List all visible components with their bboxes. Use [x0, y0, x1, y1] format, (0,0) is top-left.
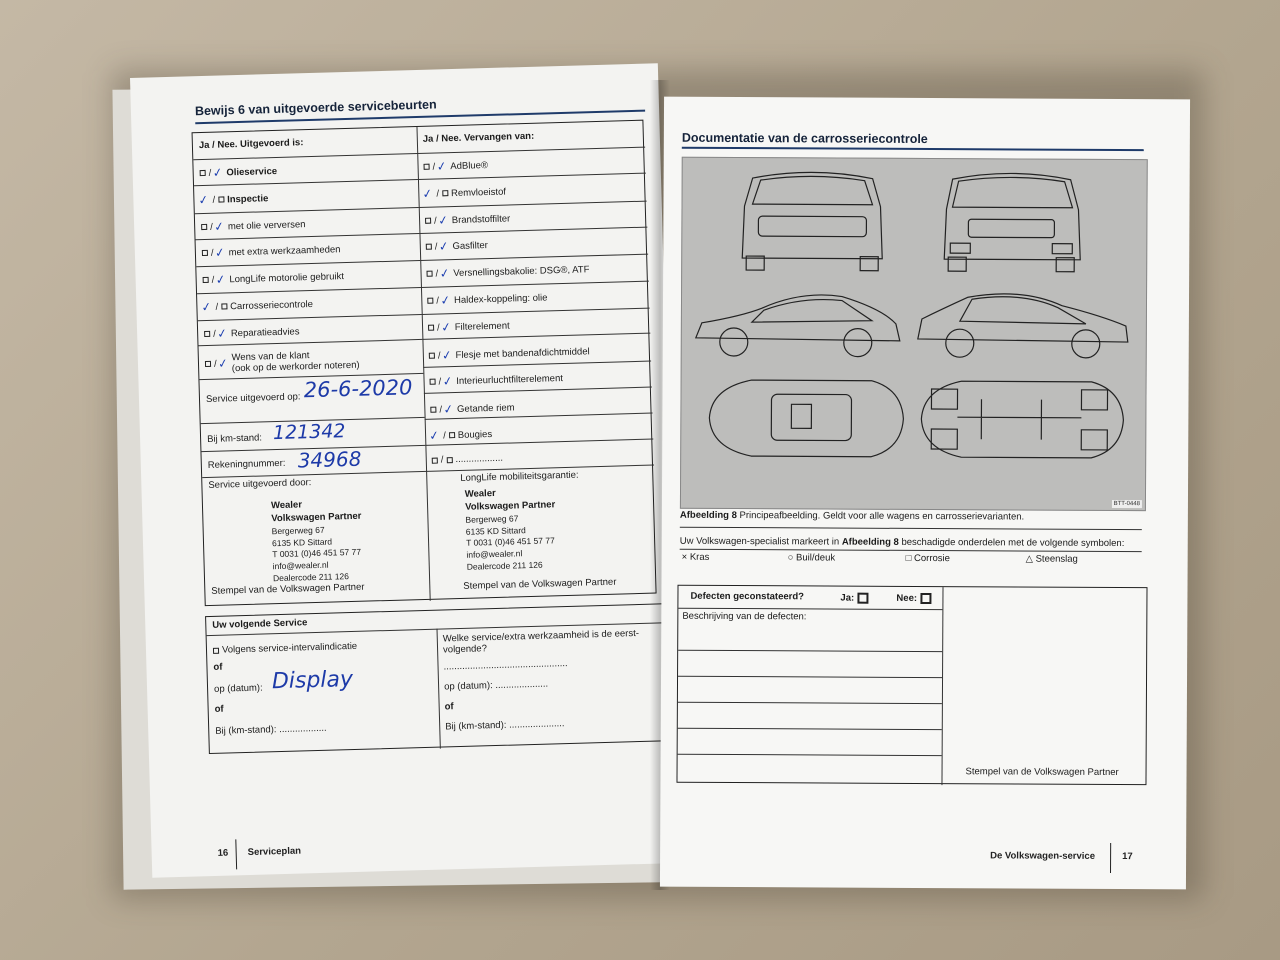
stamp-line: Wealer: [270, 499, 303, 512]
defects-no[interactable]: [896, 593, 931, 604]
divider: [678, 608, 942, 610]
divider: [678, 754, 942, 756]
stamp-line: Dealercode 211 126: [466, 559, 543, 572]
symbol-chip: △ Steenslag: [1025, 553, 1078, 565]
check-row[interactable]: / ✓ Reparatieadvies: [204, 324, 300, 341]
next-question: Welke service/extra werkzaamheid is de eerst-volgende?: [442, 628, 640, 656]
row-label: Filterelement: [454, 319, 510, 333]
car-diagram: [680, 157, 1148, 511]
next-answer-field[interactable]: ...............................................: [443, 658, 568, 673]
divider: [422, 308, 650, 315]
or-label: of: [214, 703, 224, 715]
km-field[interactable]: Bij (km-stand): .....................: [445, 718, 565, 733]
divider: [680, 527, 1142, 530]
page-number: 17: [1122, 851, 1133, 863]
check-row[interactable]: / ✓ Filterelement: [428, 318, 510, 334]
check-row[interactable]: ✓ / Inspectie: [197, 192, 269, 208]
col2-header: Ja / Nee. Vervangen van:: [422, 130, 535, 145]
right-page: [660, 97, 1190, 890]
stamp-caption: Stempel van de Volkswagen Partner: [463, 576, 617, 592]
stamp-line: T 0031 (0)46 451 57 77: [465, 535, 555, 549]
stamp-line: Dealercode 211 126: [272, 570, 350, 584]
row-label: Reparatieadvies: [230, 325, 300, 339]
performed-by-label: Service uitgevoerd door:: [208, 477, 312, 491]
yes-label: Ja:: [840, 592, 855, 604]
divider: [196, 233, 420, 240]
divider: [678, 650, 942, 652]
stamp-line: Wealer: [464, 487, 496, 500]
row-label: Wens van de klant: [231, 350, 310, 364]
instruction-text: Uw Volkswagen-specialist markeert in: [679, 535, 842, 548]
symbol-instruction: [680, 537, 1125, 550]
row-label: AdBlue®: [450, 159, 489, 172]
stamp-caption: Stempel van de Volkswagen Partner: [965, 766, 1119, 779]
check-row[interactable]: / ✓ met extra werkzaamheden: [202, 242, 341, 260]
no-label: Nee:: [896, 592, 918, 604]
row-label: Remvloeistof: [450, 186, 507, 199]
next-service-title: Uw volgende Service: [212, 617, 308, 631]
caption-text: Principeafbeelding. Geldt voor alle wagens en carrosserievarianten.: [736, 510, 1025, 523]
col1-header: Ja / Nee. Uitgevoerd is:: [198, 137, 304, 152]
date-field[interactable]: op (datum): ....................: [443, 678, 549, 693]
check-row[interactable]: / ✓ Olieservice: [199, 164, 277, 180]
row-label: ..................: [455, 452, 504, 466]
interval-option[interactable]: [213, 641, 357, 656]
divider: [198, 314, 422, 321]
check-row[interactable]: / ✓ Haldex-koppeling: olie: [427, 290, 548, 307]
row-label: Getande riem: [456, 401, 515, 415]
divider: [421, 281, 649, 288]
figure-caption: [680, 511, 1024, 524]
dealer-stamp: [271, 499, 363, 584]
service-table: [192, 120, 657, 606]
figure-code: BTT-0448: [1112, 500, 1142, 508]
check-row[interactable]: ✓ / Bougies: [428, 427, 493, 444]
row-label: Inspectie: [226, 192, 269, 205]
stamp-caption: Stempel van de Volkswagen Partner: [211, 581, 365, 597]
service-date-value: 26-6-2020: [303, 375, 413, 403]
check-row[interactable]: / ..................: [432, 453, 503, 466]
row-label: Brandstoffilter: [451, 212, 511, 226]
divider: [235, 839, 237, 869]
invoice-label: Rekeningnummer:: [207, 457, 286, 471]
stamp-line: info@wealer.nl: [466, 548, 523, 560]
stamp-line: info@wealer.nl: [272, 559, 329, 572]
row-label: met olie verversen: [227, 218, 306, 232]
check-row[interactable]: ✓ / Carrosseriecontrole: [200, 298, 314, 315]
symbol-dent: ○ Buil/deuk: [787, 552, 836, 564]
date-field-value[interactable]: Display: [271, 667, 354, 695]
divider: [678, 702, 942, 704]
divider: [436, 629, 440, 749]
stamp-line: 6135 KD Sittard: [271, 536, 333, 548]
page-number: 16: [217, 847, 229, 859]
km-field[interactable]: Bij (km-stand): ..................: [215, 722, 327, 737]
row-label: Versnellingsbakolie: DSG®, ATF: [453, 263, 590, 279]
instruction-text: beschadigde onderdelen met de volgende symbolen:: [898, 536, 1125, 550]
check-row[interactable]: / ✓ met olie verversen: [201, 217, 306, 234]
row-label: Interieurluchtfilterelement: [456, 372, 564, 387]
check-row[interactable]: ✓ / Remvloeistof: [421, 186, 507, 202]
title-rule: [682, 147, 1144, 151]
option-label: Volgens service-intervalindicatie: [221, 640, 358, 656]
left-page: [130, 63, 680, 877]
longlife-label: LongLife mobiliteitsgarantie:: [460, 469, 579, 484]
row-label: Carrosseriecontrole: [229, 298, 314, 312]
divider: [678, 676, 942, 678]
service-date-label: Service uitgevoerd op:: [205, 391, 301, 406]
check-row[interactable]: / ✓ Brandstoffilter: [425, 211, 511, 227]
divider: [419, 201, 647, 208]
instruction-ref: Afbeelding 8: [841, 536, 899, 548]
km-label: Bij km-stand:: [206, 432, 263, 445]
page-footer: De Volkswagen-service: [990, 850, 1096, 862]
date-field-label: op (datum):: [213, 682, 263, 695]
defects-box: [676, 585, 1147, 785]
row-label: Flesje met bandenafdichtmiddel: [455, 345, 590, 361]
row-label: (ook op de werkorder noteren): [231, 359, 360, 375]
caption-label: Afbeelding 8: [679, 509, 737, 522]
check-row[interactable]: / ✓ Versnellingsbakolie: DSG®, ATF: [426, 262, 589, 281]
invoice-value: 34968: [297, 446, 362, 473]
km-value: 121342: [272, 420, 346, 445]
or-label: of: [444, 701, 454, 713]
dealer-stamp: [465, 487, 557, 572]
symbol-corrosion: □ Corrosie: [905, 552, 950, 565]
check-row[interactable]: / ✓ Getande riem: [430, 400, 515, 416]
check-row[interactable]: / ✓ Interieurluchtfilterelement: [429, 371, 563, 389]
defects-description-label: Beschrijving van de defecten:: [682, 610, 807, 623]
divider: [194, 179, 418, 186]
stamp-line: Bergerweg 67: [271, 524, 325, 537]
row-label: Bougies: [457, 428, 493, 441]
next-service-box: [205, 603, 669, 754]
divider: [195, 207, 419, 214]
stamp-line: Bergerweg 67: [465, 513, 519, 525]
divider: [419, 227, 647, 234]
divider: [1110, 843, 1111, 873]
row-label: Haldex-koppeling: olie: [453, 291, 548, 306]
divider: [420, 254, 648, 261]
row-label: Gasfilter: [452, 239, 489, 252]
divider: [678, 728, 942, 730]
check-row[interactable]: / ✓ Gasfilter: [426, 238, 488, 254]
check-row[interactable]: / ✓ AdBlue®: [423, 158, 488, 174]
check-row[interactable]: / ✓ Flesje met bandenafdichtmiddel: [429, 344, 590, 362]
defects-yes[interactable]: [840, 593, 868, 604]
row-label: met extra werkzaamheden: [228, 243, 341, 258]
divider: [418, 173, 646, 180]
page-footer: Serviceplan: [247, 845, 302, 859]
divider: [197, 287, 421, 294]
check-row[interactable]: / ✓ Wens van de klant (ook op de werkorder noteren): [205, 349, 360, 375]
row-label: Olieservice: [226, 165, 278, 178]
left-page-title: Bewijs 6 van uitgevoerde servicebeurten: [194, 97, 437, 119]
or-label: of: [213, 661, 223, 673]
stamp-line: Volkswagen Partner: [271, 510, 362, 525]
symbol-scratch: × Kras: [681, 551, 710, 563]
divider: [196, 260, 420, 267]
right-page-title: Documentatie van de carrosseriecontrole: [681, 130, 928, 147]
row-label: LongLife motorolie gebruikt: [229, 270, 345, 285]
stamp-line: T 0031 (0)46 451 57 77: [272, 547, 362, 560]
defects-question: Defecten geconstateerd?: [690, 590, 804, 603]
stamp-line: 6135 KD Sittard: [465, 524, 526, 537]
check-row[interactable]: / ✓ LongLife motorolie gebruikt: [202, 269, 344, 287]
stamp-line: Volkswagen Partner: [464, 499, 556, 513]
car-outlines-icon: [681, 158, 1147, 510]
divider: [941, 587, 943, 785]
